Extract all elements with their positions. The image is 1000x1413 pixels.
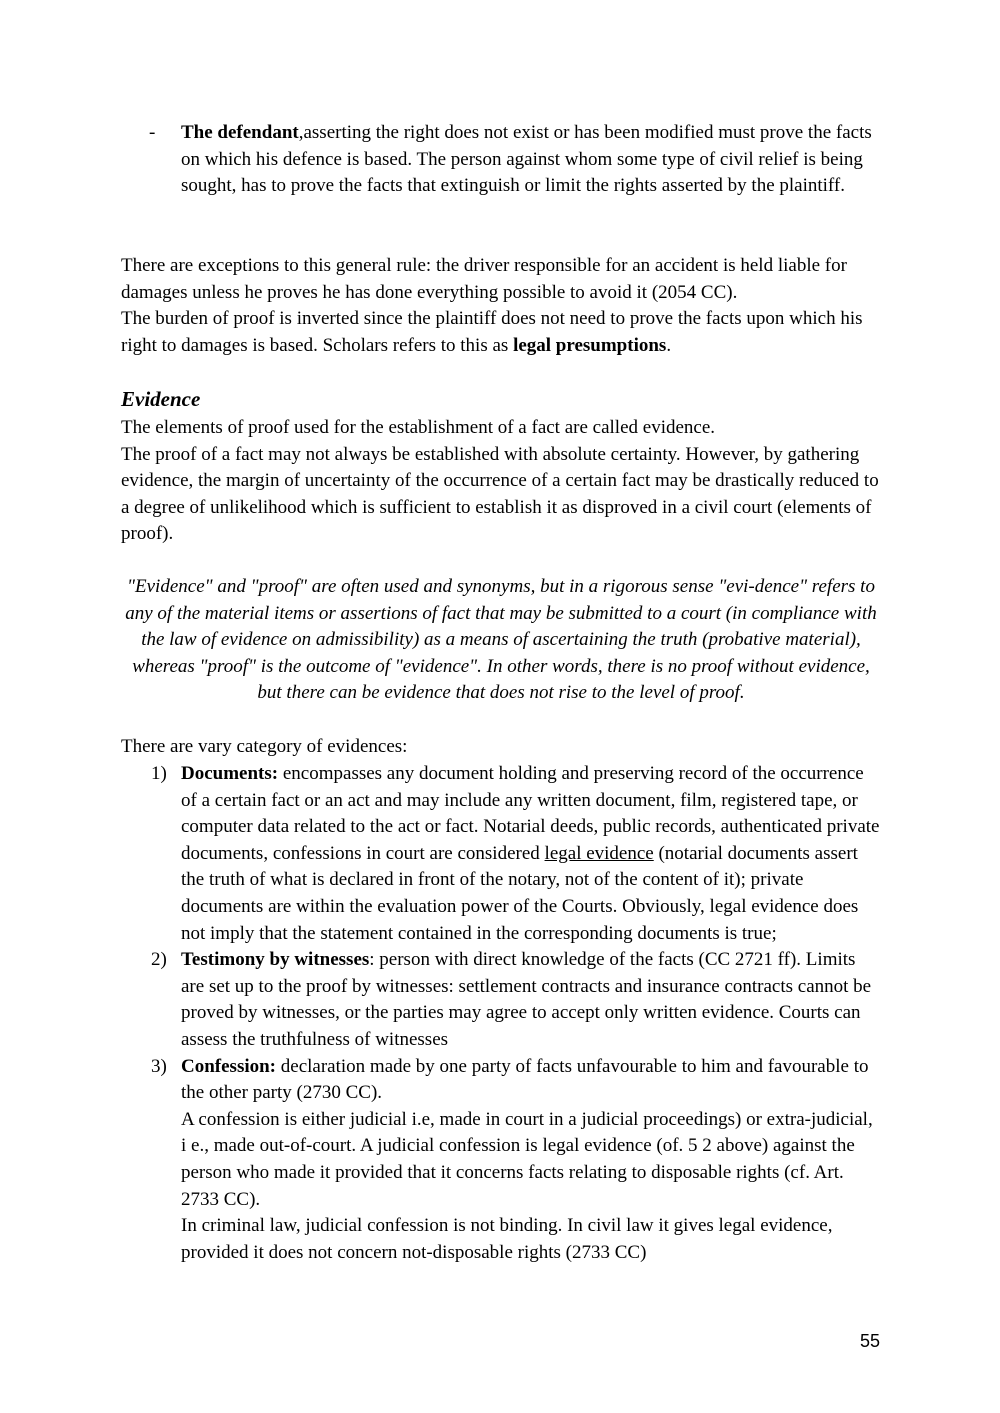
confession-criminal-paragraph: In criminal law, judicial confession is not binding. In civil law it gives legal evidence, provided it does not concern not-disposable rights (2733 CC) [181,1215,833,1263]
page-number: 55 [859,1331,880,1351]
defendant-list-item [121,120,881,200]
evidence-heading: Evidence [121,387,201,411]
confession-judicial-paragraph: A confession is either judicial i.e, made in court in a judicial proceedings) or extra-judicial, i e., made out-of-court. A judicial confession is legal evidence (of. 5 2 above) against the person who made it provided that it concerns facts relating to disposable rights (cf. Art. 2733 CC). [181,1108,873,1210]
list-number: 2) [151,949,167,971]
categories-intro: There are vary category of evidences: [121,736,408,757]
evidence-categories-list [121,761,881,1266]
category-documents [121,761,881,947]
testimony-term: Testimony by witnesses [181,949,370,971]
documents-desc-b: (notarial documents assert the truth of what is declared in front of the notary, not of the content of it); private documents are within the evaluation power of the Courts. Obviously, legal evidence does not imply that the statement contained in the corresponding documents is true; [181,842,859,944]
evidence-proof-quote: "Evidence" and "proof" are often used and synonyms, but in a rigorous sense "evi-dence" refers to any of the material items or assertions of fact that may be submitted to a court (in compliance with the law of evidence on admissibility) as a means of ascertaining the truth (probative material), whereas "proof" is the outcome of "evidence". In other words, there is no proof without evidence, but there can be evidence that does not rise to the level of proof. [125,576,877,704]
documents-desc-a: encompasses any document holding and preserving record of the occurrence of a certain fact or an act and may include any written document, film, registered tape, or computer data related to the act or fact. Notarial deeds, public records, authenticated private documents, confessions in court are considered [181,763,880,864]
defendant-description: ,asserting the right does not exist or has been modified must prove the facts on which his defence is based. The person against whom some type of civil relief is being sought, has to prove the facts that extinguish or limit the rights asserted by the plaintiff. [181,122,872,197]
documents-term: Documents: [181,763,279,784]
category-confession [121,1054,881,1267]
category-testimony [121,947,881,1053]
confession-term: Confession: [181,1055,277,1077]
evidence-definition: The elements of proof used for the establishment of a fact are called evidence. [121,417,716,438]
dash-marker: - [149,122,156,143]
burden-text: The burden of proof is inverted since the plaintiff does not need to prove the facts upon which his right to damages is based. Scholars refers to this as [121,308,863,356]
list-number: 3) [151,1055,167,1077]
confession-desc: declaration made by one party of facts unfavourable to him and favourable to the other party (2730 CC). [181,1055,869,1104]
legal-evidence-term: legal evidence [544,842,654,864]
evidence-certainty: The proof of a fact may not always be established with absolute certainty. However, by gathering evidence, the margin of uncertainty of the occurrence of a certain fact may be drastically reduced to a degree of unlikelihood which is sufficient to establish it as disproved in a civil court (elements of proof). [121,443,879,545]
legal-presumptions-term: legal presumptions [513,334,667,356]
defendant-term: The defendant [181,122,299,143]
exceptions-line: There are exceptions to this general rule: the driver responsible for an accident is held liable for damages unless he proves he has done everything possible to avoid it (2054 CC). [121,255,847,303]
burden-end: . [666,334,672,356]
burden-of-proof-line [121,306,881,359]
testimony-desc: : person with direct knowledge of the facts (CC 2721 ff). Limits are set up to the proof by witnesses: settlement contracts and insurance contracts cannot be proved by witnesses, or the parties may agree to accept only written evidence. Courts can assess the truthfulness of witnesses [181,949,872,1050]
documents-text [181,761,881,947]
confession-text [181,1054,881,1107]
defendant-text [181,120,881,200]
list-number: 1) [151,763,167,784]
exceptions-paragraph [121,253,881,359]
testimony-text [181,947,881,1053]
evidence-paragraph [121,415,881,548]
